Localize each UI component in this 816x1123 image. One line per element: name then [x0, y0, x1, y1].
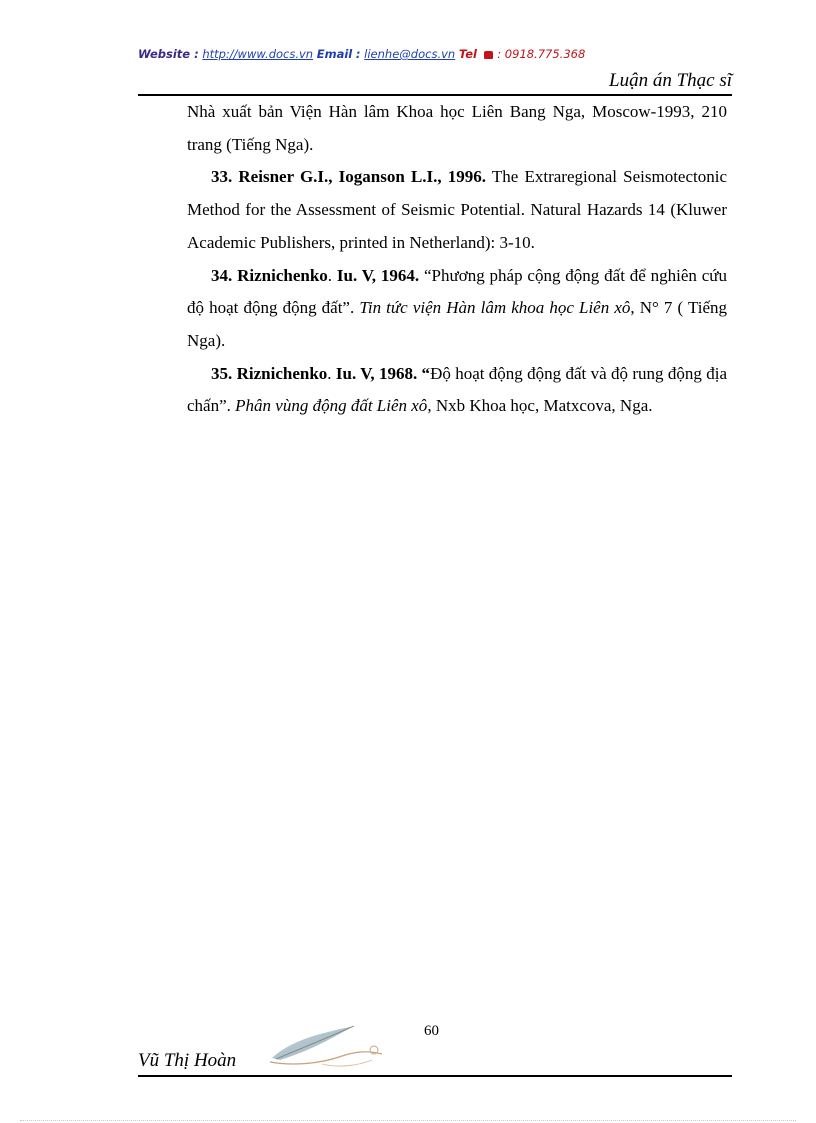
email-link[interactable]: lienhe@docs.vn — [364, 47, 456, 61]
reference-33 — [187, 161, 727, 259]
email-label: Email — [316, 47, 353, 61]
reference-title: Độ hoạt động động đất và độ rung động địa chấn”. — [187, 363, 728, 416]
reference-number: 35. — [211, 363, 233, 383]
telephone-icon — [484, 51, 493, 59]
reference-number: 33. — [211, 167, 233, 187]
reference-tail: , Nxb Khoa học, Matxcova, Nga. — [427, 396, 653, 416]
website-link[interactable]: http://www.docs.vn — [202, 47, 314, 61]
tel-value: : 0918.775.368 — [497, 47, 586, 61]
tel-label: Tel — [458, 47, 477, 61]
reference-title: The Extraregional Seismotectonic Method for the Assessment of Seismic Potential. Natural Hazards 14 (Kluwer Academic Publishers, printed in Netherland): 3-10. — [187, 167, 728, 252]
reference-list — [187, 96, 727, 423]
reference-authors-rest: Iu. V, 1968. “ — [335, 363, 431, 383]
reference-tail: , N° 7 ( Tiếng Nga). — [187, 298, 728, 350]
reference-34: 34. Riznichenko. Iu. V, 1964. “Phương pháp cộng động đất để nghiên cứu độ hoạt động động đất”. Tin tức viện Hàn lâm khoa học Liên xô, N° 7 ( Tiếng Nga). — [187, 265, 728, 350]
site-header — [138, 47, 698, 65]
footer-rule — [138, 1075, 732, 1077]
reference-journal: Tin tức viện Hàn lâm khoa học Liên xô — [359, 298, 631, 318]
reference-authors: Riznichenko — [236, 363, 328, 383]
email-separator: : — [355, 47, 361, 61]
page-number: 60 — [424, 1023, 439, 1039]
reference-35: 35. Riznichenko. Iu. V, 1968. “Độ hoạt động động đất và độ rung động địa chấn”. Phân vùng động đất Liên xô, Nxb Khoa học, Matxcova, Nga. — [187, 363, 728, 416]
reference-authors: Reisner G.I., Ioganson L.I., 1996. — [238, 167, 487, 187]
reference-title: “Phương pháp cộng động đất để nghiên cứu độ hoạt động động đất”. — [187, 265, 728, 318]
reference-authors-rest: Iu. V, 1964. — [336, 265, 420, 285]
reference-number: 34. — [211, 265, 233, 285]
reference-journal: Phân vùng động đất Liên xô — [235, 396, 428, 416]
reference-continuation: Nhà xuất bản Viện Hàn lâm Khoa học Liên Bang Nga, Moscow-1993, 210 trang (Tiếng Nga). — [187, 102, 727, 154]
website-label: Website : — [138, 47, 199, 61]
thesis-title: Luận án Thạc sĩ — [609, 70, 732, 91]
reference-authors: Riznichenko — [237, 265, 328, 285]
author-name: Vũ Thị Hoàn — [138, 1050, 237, 1071]
page-bottom-dotted-border — [20, 1120, 796, 1121]
feather-swirl-ornament-icon — [262, 1020, 392, 1070]
